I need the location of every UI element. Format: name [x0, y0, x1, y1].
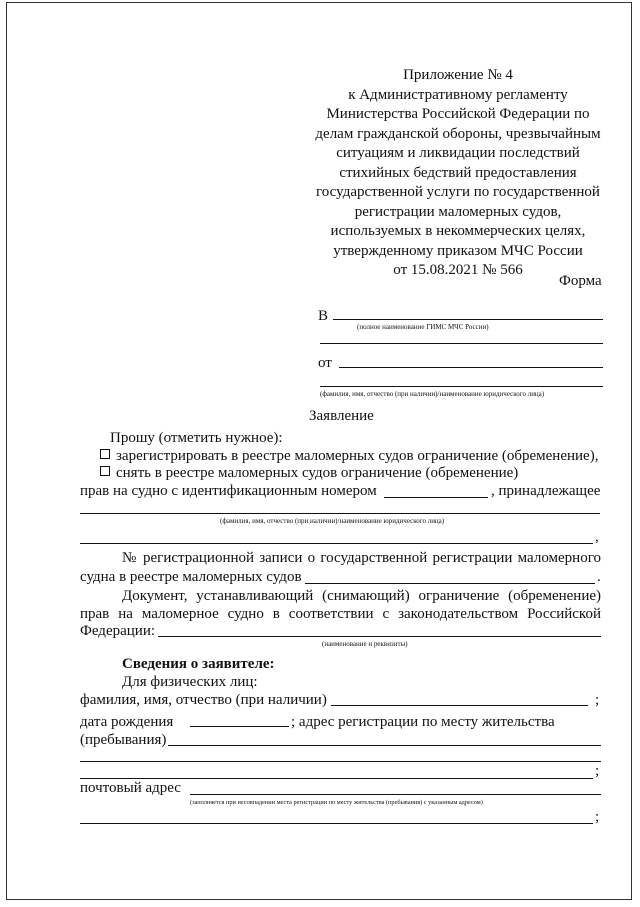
postal-semicolon: ; [595, 809, 600, 825]
doc-line-3: Федерации: [80, 623, 156, 639]
from-caption: (фамилия, имя, отчество (при наличии)/наименование юридического лица) [320, 390, 545, 398]
name-semicolon: ; [595, 692, 600, 708]
full-name-field[interactable] [331, 705, 588, 706]
to-caption: (полное наименование ГИМС МЧС России) [357, 323, 489, 331]
to-field-line[interactable] [333, 319, 603, 320]
rights-prefix: прав на судно с идентификационным номером [80, 483, 377, 499]
owner-comma: , [595, 529, 599, 545]
address-field-line-1[interactable] [168, 745, 601, 746]
vessel-id-field[interactable] [384, 497, 488, 498]
owner-field-line[interactable] [80, 513, 600, 514]
record-period: . [597, 569, 601, 585]
application-form-page [6, 2, 632, 900]
registration-label: ; адрес регистрации по месту жительства [291, 714, 555, 730]
address-field-line-3[interactable] [80, 778, 593, 779]
doc-line-2: прав на маломерное судно в соответствии с законодательством Российской [80, 606, 601, 622]
full-name-label: фамилия, имя, отчество (при наличии) [80, 692, 327, 708]
document-title: Заявление [309, 408, 374, 424]
from-field-line-2[interactable] [320, 386, 603, 387]
option-remove-label: снять в реестре маломерных судов ограничение (обременение) [116, 465, 519, 481]
request-text: Прошу (отметить нужное): [110, 430, 283, 446]
doc-caption: (наименование и реквизиты) [322, 640, 408, 648]
header-line: утвержденному приказом МЧС России [333, 242, 583, 259]
postal-caption: (заполняется при несовпадении места регистрации по месту жительства (пребывания) с указанным адресом) [190, 799, 483, 806]
form-label: Форма [559, 273, 602, 289]
option-remove [100, 465, 518, 482]
header-line: государственной услуги по государственной [316, 184, 600, 200]
record-line-1: № регистрационной записи о государственной регистрации маломерного [122, 550, 601, 566]
address-semicolon: ; [595, 763, 600, 779]
remove-checkbox[interactable] [100, 466, 110, 476]
stay-label: (пребывания) [80, 732, 167, 748]
individuals-label: Для физических лиц: [122, 674, 258, 690]
doc-line-1: Документ, устанавливающий (снимающий) ограничение (обременение) [122, 588, 601, 604]
from-prefix: от [318, 355, 332, 371]
to-field-line-2[interactable] [320, 343, 603, 344]
document-field[interactable] [158, 636, 601, 637]
record-line-2: судна в реестре маломерных судов [80, 569, 302, 585]
option-register [100, 448, 598, 465]
header-line: используемых в некоммерческих целях, [330, 223, 586, 239]
to-prefix: В [318, 308, 329, 324]
header-line: Приложение № 4 [403, 67, 513, 83]
record-number-field[interactable] [305, 583, 595, 584]
header-line: делам гражданской обороны, чрезвычайным [315, 125, 601, 142]
owner-field-line-2[interactable] [80, 543, 593, 544]
header-line: к Административному регламенту [348, 86, 568, 103]
header-line: регистрации маломерных судов, [354, 203, 562, 220]
address-field-line-2[interactable] [80, 761, 601, 762]
header-line: стихийных бедствий предоставления [339, 164, 577, 181]
register-checkbox[interactable] [100, 449, 110, 459]
birth-date-field[interactable] [190, 726, 289, 727]
header-line: ситуациям и ликвидации последствий [336, 145, 580, 161]
from-field-line[interactable] [339, 367, 603, 368]
postal-label: почтовый адрес [80, 780, 181, 796]
appendix-header [310, 66, 606, 281]
header-line: Министерства Российской Федерации по [326, 106, 590, 122]
postal-field-line[interactable] [190, 794, 601, 795]
applicant-heading: Сведения о заявителе: [122, 656, 275, 672]
option-register-label: зарегистрировать в реестре маломерных судов ограничение (обременение), [116, 448, 599, 464]
rights-suffix: , принадлежащее [491, 483, 601, 499]
postal-field-line-2[interactable] [80, 823, 593, 824]
owner-caption: (фамилия, имя, отчество (при наличии)/наименование юридического лица) [220, 517, 445, 525]
header-line: от 15.08.2021 № 566 [393, 262, 523, 278]
birth-date-label: дата рождения [80, 714, 174, 730]
